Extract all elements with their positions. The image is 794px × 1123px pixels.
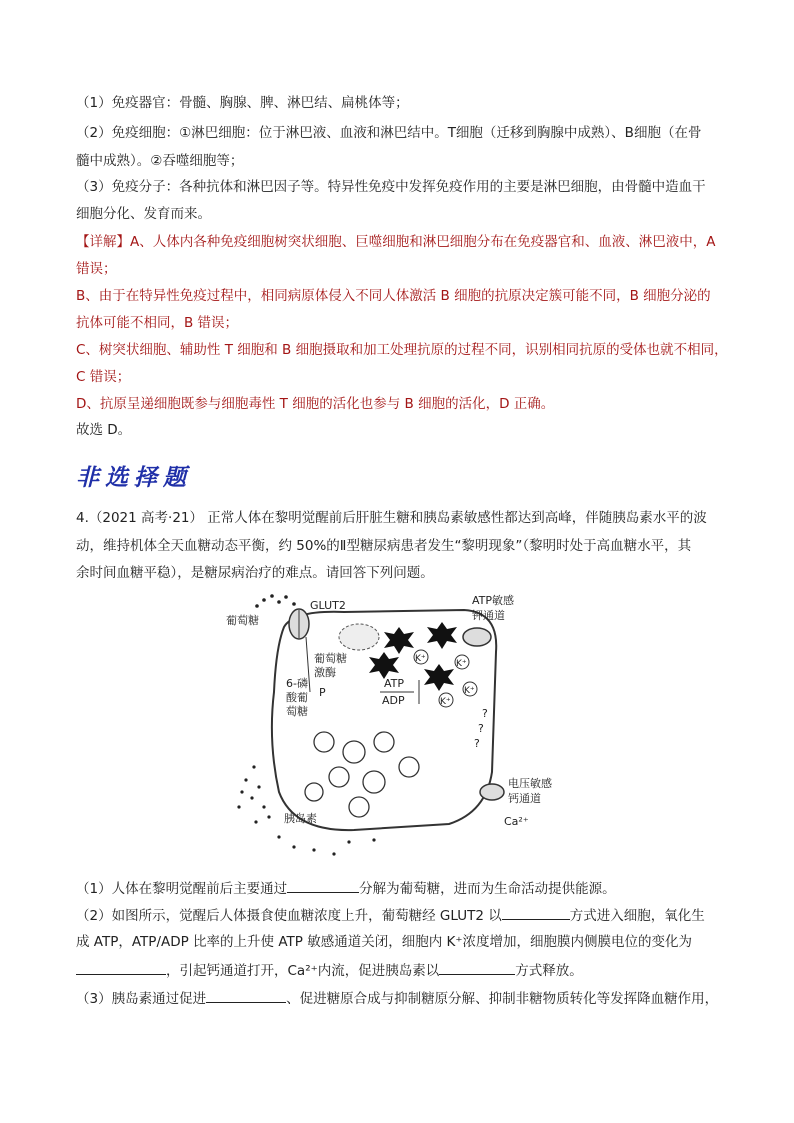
k-label-2: K⁺ <box>456 659 467 669</box>
q2-text-a: （2）如图所示，觉醒后人体摄食使血糖浓度上升，葡萄糖经 GLUT2 以 <box>76 908 502 924</box>
sub-question-2-line-3 <box>76 960 583 981</box>
qmark-2: ? <box>478 722 484 735</box>
g6p-label-3: 萄糖 <box>286 705 308 718</box>
q3-text-b: 、促进糖原合成与抑制糖原分解、抑制非糖物质转化等发挥降血糖作用， <box>286 991 719 1007</box>
section-title: 非选择题 <box>76 464 192 491</box>
phosphate-label: P <box>319 686 326 699</box>
insulin-granules <box>305 732 419 817</box>
q1-text-b: 分解为葡萄糖，进而为生命活动提供能源。 <box>359 881 616 897</box>
answer-line-5: 细胞分化、发育而来。 <box>76 206 211 222</box>
beta-cell-diagram <box>224 592 564 862</box>
mitochondrion <box>339 624 379 650</box>
answer-line-2: （2）免疫细胞：①淋巴细胞：位于淋巴液、血液和淋巴结中。T细胞（迁移到胸腺中成熟）、B细胞（在骨 <box>76 125 702 141</box>
q1-text-a: （1）人体在黎明觉醒前后主要通过 <box>76 881 288 897</box>
k-label-4: K⁺ <box>464 686 475 696</box>
qmark-3: ? <box>474 737 480 750</box>
sub-question-3 <box>76 988 718 1009</box>
g6p-label-1: 6-磷 <box>286 677 308 690</box>
question-line-2: 动，维持机体全天血糖动态平衡，约 50%的Ⅱ型糖尿病患者发生“黎明现象”（黎明时处于高血糖水平，其 <box>76 538 692 554</box>
answer-line-3: 髓中成熟）。②吞噬细胞等； <box>76 153 244 169</box>
detail-line-5: C、树突状细胞、辅助性 T 细胞和 B 细胞摄取和加工处理抗原的过程不同，识别相同抗原的受体也就不相同， <box>76 342 728 358</box>
adp-label: ADP <box>382 694 405 707</box>
qmark-1: ? <box>482 707 488 720</box>
q2-blank-3[interactable] <box>439 960 515 975</box>
q2-text-d: ，引起钙通道打开，Ca²⁺内流，促进胰岛素以 <box>166 963 440 979</box>
atp-k-channel <box>463 628 491 646</box>
detail-line-6: C 错误； <box>76 369 131 385</box>
detail-line-3: B、由于在特异性免疫过程中，相同病原体侵入不同人体激活 B 细胞的抗原决定簇可能不同，B 细胞分泌的 <box>76 288 711 304</box>
cell-membrane <box>272 610 496 830</box>
ca-channel <box>480 784 504 800</box>
detail-line-1: 【详解】A、人体内各种免疫细胞树突状细胞、巨噬细胞和淋巴细胞分布在免疫器官和、血液、淋巴液中，A <box>76 234 716 250</box>
detail-line-2: 错误； <box>76 261 117 277</box>
k-label-1: K⁺ <box>415 654 426 664</box>
detail-line-8: 故选 D。 <box>76 422 132 438</box>
question-line-1: 4.（2021 高考·21） 正常人体在黎明觉醒前后肝脏生糖和胰岛素敏感性都达到高峰，伴随胰岛素水平的波 <box>76 510 707 526</box>
detail-line-4: 抗体可能不相同，B 错误； <box>76 315 239 331</box>
q2-blank-2[interactable] <box>76 960 166 975</box>
glucokinase-label-1: 葡萄糖 <box>314 652 347 665</box>
atp-channel-label-1: ATP敏感 <box>472 594 515 607</box>
answer-line-1: （1）免疫器官：骨髓、胸腺、脾、淋巴结、扁桃体等； <box>76 95 409 111</box>
atp-bursts <box>369 622 457 691</box>
detail-line-7: D、抗原呈递细胞既参与细胞毒性 T 细胞的活化也参与 B 细胞的活化，D 正确。 <box>76 396 555 412</box>
insulin-label: 胰岛素 <box>284 812 317 825</box>
glucose-label: 葡萄糖 <box>226 614 259 627</box>
question-line-3: 余时间血糖平稳），是糖尿病治疗的难点。请回答下列问题。 <box>76 565 434 581</box>
q2-text-b: 方式进入细胞，氧化生 <box>569 908 705 924</box>
sub-question-2-line-1 <box>76 905 705 926</box>
glucokinase-label-2: 激酶 <box>314 666 336 679</box>
sub-question-1 <box>76 878 616 899</box>
answer-line-4: （3）免疫分子：各种抗体和淋巴因子等。特异性免疫中发挥免疫作用的主要是淋巴细胞，由骨髓中造血干 <box>76 179 706 195</box>
atp-channel-label-2: 钾通道 <box>472 609 505 622</box>
ca-channel-label-2: 钙通道 <box>508 792 541 805</box>
atp-label: ATP <box>384 677 405 690</box>
q3-blank[interactable] <box>206 988 286 1003</box>
q1-blank[interactable] <box>287 878 359 893</box>
glut2-label: GLUT2 <box>310 599 346 612</box>
glut2-transporter <box>289 609 309 639</box>
g6p-label-2: 酸葡 <box>286 691 308 704</box>
ca-channel-label-1: 电压敏感 <box>508 777 552 790</box>
q3-text-a: （3）胰岛素通过促进 <box>76 991 207 1007</box>
sub-question-2-line-2: 成 ATP，ATP/ADP 比率的上升使 ATP 敏感通道关闭，细胞内 K⁺浓度增加，细胞膜内侧膜电位的变化为 <box>76 934 692 950</box>
q2-blank-1[interactable] <box>502 905 570 920</box>
ca-label: Ca²⁺ <box>504 815 529 828</box>
q2-text-e: 方式释放。 <box>515 963 583 979</box>
k-label-3: K⁺ <box>440 697 451 707</box>
glucose-dots <box>255 594 296 608</box>
